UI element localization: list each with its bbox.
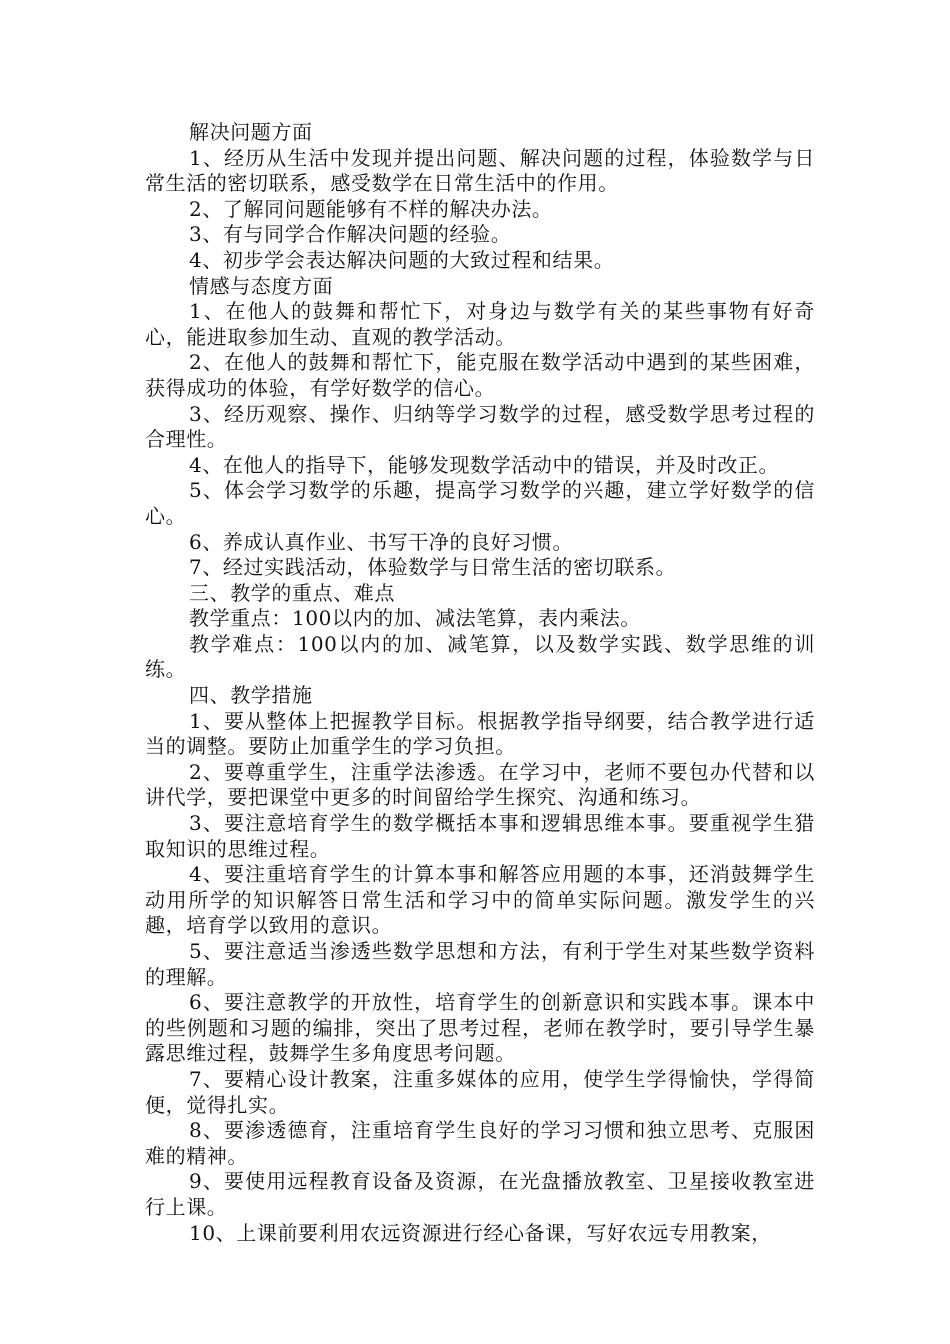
section-heading: 三、教学的重点、难点	[189, 580, 395, 605]
paragraph: 5、要注意适当渗透些数学思想和方法，有利于学生对某些数学资料的理解。	[145, 939, 815, 989]
paragraph: 4、初步学会表达解决问题的大致过程和结果。	[189, 247, 615, 272]
paragraph: 5、体会学习数学的乐趣，提高学习数学的兴趣，建立学好数学的信心。	[145, 478, 815, 528]
paragraph: 3、经历观察、操作、归纳等学习数学的过程，感受数学思考过程的合理性。	[145, 401, 815, 452]
paragraph: 1、经历从生活中发现并提出问题、解决问题的过程，体验数学与日常生活的密切联系，感受数学在日常生活中的作用。	[145, 145, 815, 196]
document-body	[145, 120, 815, 1246]
section-heading: 解决问题方面	[189, 120, 313, 144]
paragraph: 1、在他人的鼓舞和帮忙下，对身边与数学有关的某些事物有好奇心，能进取参加生动、直观的教学活动。	[145, 299, 815, 349]
paragraph: 2、要尊重学生，注重学法渗透。在学习中，老师不要包办代替和以讲代学，要把课堂中更多的时间留给学生探究、沟通和练习。	[145, 759, 815, 810]
paragraph: 9、要使用远程教育设备及资源，在光盘播放教室、卫星接收教室进行上课。	[145, 1169, 815, 1219]
paragraph: 6、养成认真作业、书写干净的良好习惯。	[189, 529, 574, 554]
paragraph: 4、要注重培育学生的计算本事和解答应用题的本事，还消鼓舞学生动用所学的知识解答日常生活和学习中的简单实际问题。激发学生的兴趣，培育学以致用的意识。	[145, 862, 815, 938]
paragraph: 1、要从整体上把握教学目标。根据教学指导纲要，结合教学进行适当的调整。要防止加重学生的学习负担。	[145, 708, 815, 759]
paragraph: 3、有与同学合作解决问题的经验。	[189, 222, 512, 247]
paragraph: 10、上课前要利用农远资源进行经心备课，写好农远专用教案，	[189, 1220, 772, 1245]
paragraph: 6、要注意教学的开放性，培育学生的创新意识和实践本事。课本中的些例题和习题的编排，突出了思考过程，老师在教学时，要引导学生暴露思维过程，鼓舞学生多角度思考问题。	[145, 990, 815, 1066]
paragraph: 7、经过实践活动，体验数学与日常生活的密切联系。	[189, 555, 677, 580]
paragraph: 7、要精心设计教案，注重多媒体的应用，使学生学得愉快，学得简便，觉得扎实。	[145, 1066, 815, 1117]
paragraph: 2、了解同问题能够有不样的解决办法。	[189, 196, 553, 221]
section-heading: 四、教学措施	[189, 683, 313, 708]
paragraph: 2、在他人的鼓舞和帮忙下，能克服在数学活动中遇到的某些困难，获得成功的体验，有学好数学的信心。	[145, 350, 815, 400]
paragraph: 4、在他人的指导下，能够发现数学活动中的错误，并及时改正。	[189, 452, 780, 477]
paragraph: 3、要注意培育学生的数学概括本事和逻辑思维本事。要重视学生猎取知识的思维过程。	[145, 811, 815, 861]
section-heading: 情感与态度方面	[189, 273, 334, 298]
paragraph: 教学重点：100以内的加、减法笔算，表内乘法。	[189, 606, 641, 631]
paragraph: 教学难点：100以内的加、减笔算，以及数学实践、数学思维的训练。	[145, 631, 815, 682]
paragraph: 8、要渗透德育，注重培育学生良好的学习习惯和独立思考、克服困难的精神。	[145, 1118, 815, 1168]
